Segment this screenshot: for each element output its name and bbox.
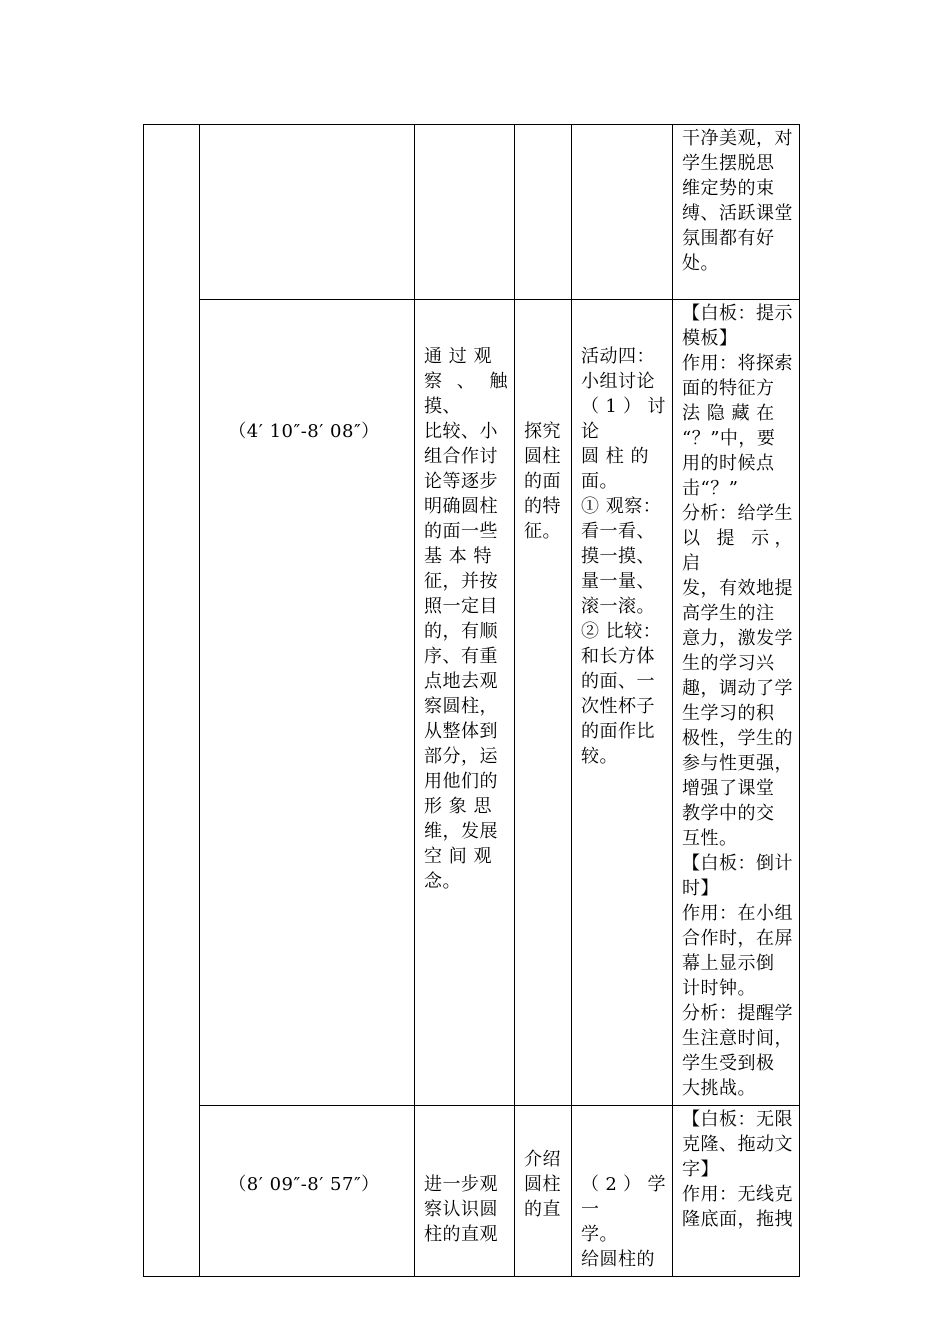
goal-line: 用他们的 bbox=[424, 771, 498, 792]
note-line: 趣，调动了学 bbox=[682, 678, 793, 699]
content-line: 征。 bbox=[524, 521, 561, 542]
goal-line: 维，发展 bbox=[424, 821, 498, 842]
activity-line: 次性杯子 bbox=[581, 696, 655, 717]
goal-line: 柱的直观 bbox=[424, 1224, 498, 1245]
activity-line: 学。 bbox=[581, 1224, 618, 1245]
activity-line: 量一量、 bbox=[581, 571, 655, 592]
note-line: 时】 bbox=[682, 878, 719, 899]
table-row bbox=[144, 300, 800, 1106]
goal-line: 形 象 思 bbox=[424, 796, 492, 817]
note-line: 法 隐 藏 在 bbox=[682, 403, 775, 424]
activity-cell bbox=[572, 300, 673, 1106]
note-cell bbox=[673, 300, 800, 1106]
goal-line: 的，有顺 bbox=[424, 621, 498, 642]
activity-line: 活动四： bbox=[581, 346, 655, 367]
note-line: 意力，激发学 bbox=[682, 628, 793, 649]
note-line: 幕上显示倒 bbox=[682, 953, 775, 974]
content-cell bbox=[515, 300, 572, 1106]
note-line: 模板】 bbox=[682, 328, 738, 349]
note-line: 分析：提醒学 bbox=[682, 1003, 793, 1024]
content-line: 探究 bbox=[524, 421, 561, 442]
activity-line: 摸一摸、 bbox=[581, 546, 655, 567]
goal-line: 察圆柱， bbox=[424, 696, 498, 717]
activity-line: 圆 柱 的 bbox=[581, 446, 649, 467]
goal-line: 空 间 观 bbox=[424, 846, 492, 867]
note-line: 高学生的注 bbox=[682, 603, 775, 624]
note-line: “？”中，要 bbox=[682, 428, 776, 449]
note-line: 学生摆脱思 bbox=[682, 153, 775, 174]
note-line: 克隆、拖动文 bbox=[682, 1134, 793, 1155]
table-row bbox=[144, 125, 800, 300]
goal-line: 论等逐步 bbox=[424, 471, 498, 492]
note-line: 发，有效地提 bbox=[682, 578, 793, 599]
note-line: 缚、活跃课堂 bbox=[682, 203, 793, 224]
note-line: 极性，学生的 bbox=[682, 728, 793, 749]
activity-cell bbox=[572, 125, 673, 300]
activity-line: 看一看、 bbox=[581, 521, 655, 542]
activity-line: 滚一滚。 bbox=[581, 596, 655, 617]
note-line: 处。 bbox=[682, 253, 719, 274]
goal-cell bbox=[415, 1106, 515, 1277]
activity-line: 的面、一 bbox=[581, 671, 655, 692]
note-line: 击“？” bbox=[682, 478, 739, 499]
note-line: 合作时，在屏 bbox=[682, 928, 793, 949]
note-cell bbox=[673, 125, 800, 300]
time-cell bbox=[200, 125, 415, 300]
note-line: 以 提 示， 启 bbox=[682, 528, 800, 574]
note-line: 干净美观，对 bbox=[682, 128, 793, 149]
note-line: 【白板：无限 bbox=[682, 1109, 793, 1130]
activity-cell bbox=[572, 1106, 673, 1277]
goal-line: 点地去观 bbox=[424, 671, 498, 692]
content-line: 圆柱 bbox=[524, 446, 561, 467]
note-line: 计时钟。 bbox=[682, 978, 756, 999]
content-line: 的特 bbox=[524, 496, 561, 517]
goal-line: 的面一些 bbox=[424, 521, 498, 542]
goal-line: 明确圆柱 bbox=[424, 496, 498, 517]
goal-line: 进一步观 bbox=[424, 1174, 498, 1195]
note-line: 作用：在小组 bbox=[682, 903, 793, 924]
goal-cell bbox=[415, 125, 515, 300]
time-range: （8′ 09″-8′ 57″） bbox=[228, 1174, 380, 1195]
time-range: （4′ 10″-8′ 08″） bbox=[228, 421, 380, 442]
goal-line: 比较、小 bbox=[424, 421, 498, 442]
note-line: 字】 bbox=[682, 1159, 719, 1180]
lesson-plan-table bbox=[143, 124, 800, 1277]
activity-line: ① 观察： bbox=[581, 496, 662, 517]
activity-line: 的面作比 bbox=[581, 721, 655, 742]
note-line: 生注意时间， bbox=[682, 1028, 793, 1049]
note-line: 用的时候点 bbox=[682, 453, 775, 474]
goal-line: 征，并按 bbox=[424, 571, 498, 592]
note-line: 教学中的交 bbox=[682, 803, 775, 824]
goal-line: 察、触摸、 bbox=[424, 371, 508, 417]
goal-line: 组合作讨 bbox=[424, 446, 498, 467]
goal-line: 序、有重 bbox=[424, 646, 498, 667]
activity-line: 和长方体 bbox=[581, 646, 655, 667]
note-line: 大挑战。 bbox=[682, 1078, 756, 1099]
content-line: 介绍 bbox=[524, 1149, 561, 1170]
activity-line: （2）学一 bbox=[581, 1174, 666, 1220]
note-line: 作用：无线克 bbox=[682, 1184, 793, 1205]
note-line: 【白板：提示 bbox=[682, 303, 793, 324]
content-line: 的面 bbox=[524, 471, 561, 492]
goal-line: 通 过 观 bbox=[424, 346, 492, 367]
content-cell bbox=[515, 125, 572, 300]
goal-cell bbox=[415, 300, 515, 1106]
note-line: 分析：给学生 bbox=[682, 503, 793, 524]
goal-line: 察认识圆 bbox=[424, 1199, 498, 1220]
section-column bbox=[144, 125, 200, 1277]
note-line: 学生受到极 bbox=[682, 1053, 775, 1074]
note-cell bbox=[673, 1106, 800, 1277]
content-line: 圆柱 bbox=[524, 1174, 561, 1195]
note-line: 互性。 bbox=[682, 828, 738, 849]
time-cell bbox=[200, 1106, 415, 1277]
note-line: 增强了课堂 bbox=[682, 778, 775, 799]
note-line: 隆底面，拖拽 bbox=[682, 1209, 793, 1230]
activity-line: （1）讨论 bbox=[581, 396, 666, 442]
note-line: 维定势的束 bbox=[682, 178, 775, 199]
content-line: 的直 bbox=[524, 1199, 561, 1220]
note-line: 作用：将探索 bbox=[682, 353, 793, 374]
note-line: 生学习的积 bbox=[682, 703, 775, 724]
table-row bbox=[144, 1106, 800, 1277]
activity-line: 给圆柱的 bbox=[581, 1249, 655, 1270]
goal-line: 从整体到 bbox=[424, 721, 498, 742]
content-cell bbox=[515, 1106, 572, 1277]
activity-line: 面。 bbox=[581, 471, 618, 492]
goal-line: 基 本 特 bbox=[424, 546, 492, 567]
activity-line: ② 比较： bbox=[581, 621, 662, 642]
note-line: 参与性更强， bbox=[682, 753, 793, 774]
note-line: 【白板：倒计 bbox=[682, 853, 793, 874]
activity-line: 较。 bbox=[581, 746, 618, 767]
time-cell bbox=[200, 300, 415, 1106]
goal-line: 念。 bbox=[424, 871, 461, 892]
note-line: 氛围都有好 bbox=[682, 228, 775, 249]
goal-line: 照一定目 bbox=[424, 596, 498, 617]
note-line: 面的特征方 bbox=[682, 378, 775, 399]
note-line: 生的学习兴 bbox=[682, 653, 775, 674]
goal-line: 部分，运 bbox=[424, 746, 498, 767]
activity-line: 小组讨论 bbox=[581, 371, 655, 392]
